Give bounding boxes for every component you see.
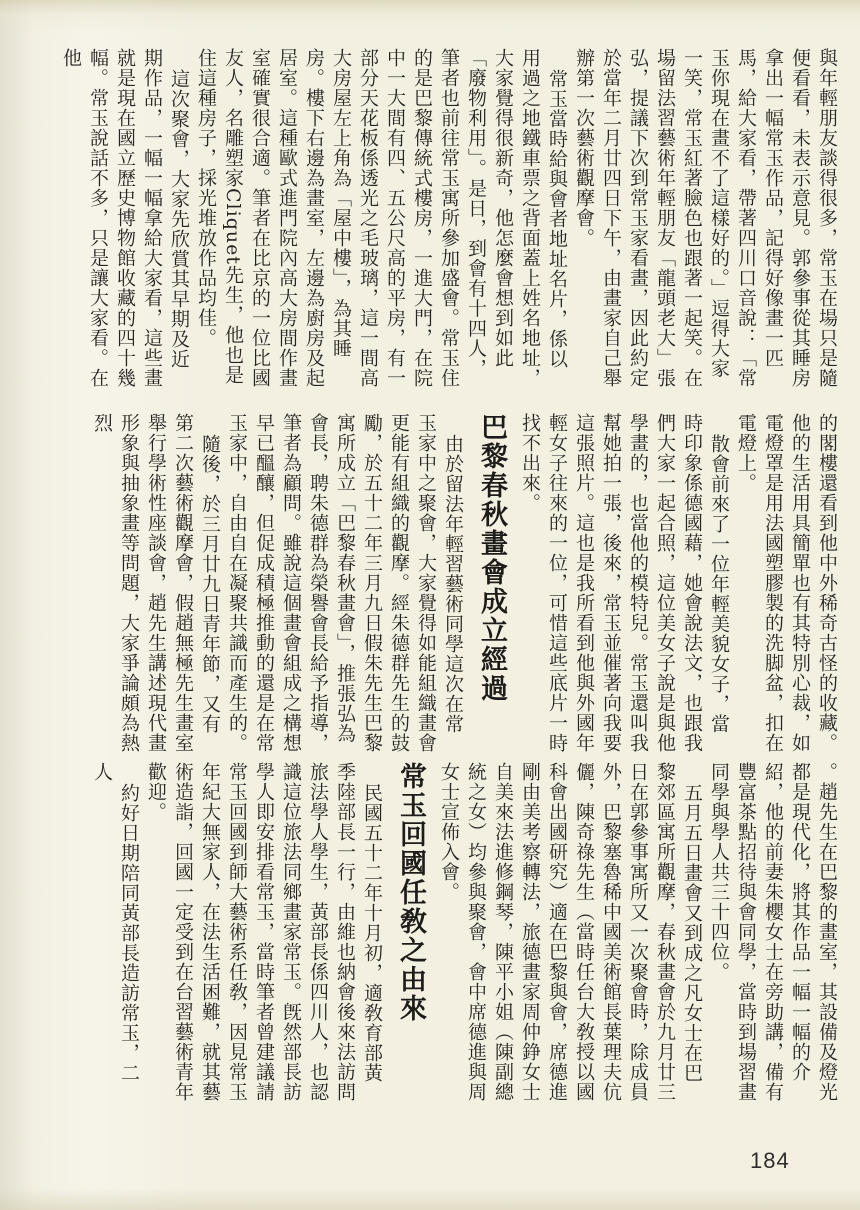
text-band-top [48, 48, 840, 388]
section-heading-paris-chunqiu-art-society: 巴黎春秋畫會成立經過 [476, 413, 507, 703]
paragraph: 五月五日畫會又到成之凡女士在巴黎郊區寓所觀摩，春秋畫會於九月廿三日在郭參事寓所又一次聚會時，除成員外，巴黎塞魯稀中國美術館長葉理夫伉儷，陳奇祿先生（當時任台大敎授以國科會出國研究）適在巴黎與會，席德進剛由美考察轉法，旅德畫家周仲錚女士自美來法進修鋼琴，陳平小姐（陳副總統之女）均參與聚會，會中席德進與周女士宣佈入會。 [438, 762, 703, 1102]
section-heading-sanyu-return-teaching: 常玉回國任敎之由來 [395, 762, 426, 1023]
paragraph: 與年輕朋友談得很多，常玉在場只是隨便看看，未表示意見。郭參事從其睡房拿出一幅常玉作品，記得好像畫一匹馬，給大家看，帶著四川口音說：「常玉你現在畫不了這樣好的。」逗得大家一笑，常玉紅著臉色也跟著一起笑。在場留法習藝術年輕朋友「龍頭老大」張弘，提議下次到常玉家看畫，因此約定於當年二月廿四日下午，由畫家自己舉辦第一次藝術觀摩會。 [573, 48, 838, 388]
paragraph: 的閣樓還看到他中外稀奇古怪的收藏。他的生活用具簡單也有其特別心裁，如電燈罩是用法國塑膠製的洗脚盆，扣在電燈上。 [735, 413, 838, 753]
paragraph: 散會前來了一位年輕美貌女子，當時印象係德國藉，她會說法文，也跟我們大家一起合照，這位美女子說是與他學畫的，也當他的模特兒。常玉還叫我幫她拍一張，後來，常玉並催著向我要這張照片。這也是我所看到他與外國年輕女子往來的一位，可惜這些底片一時找不出來。 [519, 413, 730, 753]
text-band-middle [48, 413, 840, 753]
paragraph: 由於留法年輕習藝術同學這次在常玉家中之聚會，大家覺得如能組織畫會更能有組織的觀摩。經朱德群先生的鼓勵，於五十二年三月九日假朱先生巴黎寓所成立「巴黎春秋畫會」，推張弘為會長，聘朱德群為榮譽會長給予指導，筆者為顧問。雖說這個畫會組成之構想早已醞釀，但促成積極推動的還是在常玉家中，自由自在凝聚共識而產生的。 [226, 413, 464, 753]
paragraph: 。趙先生在巴黎的畫室，其設備及燈光都是現代化，將其作品一幅一幅的介紹，他的前妻朱櫻女士在旁助講，備有豐富茶點招待與會同學，當時到場習畫同學與學人共三十四位。 [708, 762, 838, 1102]
paragraph: 這次聚會，大家先欣賞其早期及近期作品，一幅一幅拿給大家看，這些畫就是現在國立歷史博物館收藏的四十幾幅。常玉說話不多，只是讓大家看。在他 [60, 48, 190, 388]
page-number: 184 [750, 1148, 790, 1173]
paragraph: 常玉當時給與會者地址名片，係以用過之地鐵車票之背面蓋上姓名地址，大家覺得很新奇，他怎麼會想到如此「廢物利用」。是日，到會有十四人，筆者也前往常玉寓所參加盛會。常玉住的是巴黎傳統式樓房，一進大門，在院中一大間有四、五公尺高的平房，有一部分天花板係透光之毛玻璃，這一間高大房屋左上角為「屋中樓」，為其睡房。樓下右邊為畫室，左邊為廚房及起居室。這種歐式進門院內高大房間作畫室確實很合適。筆者在比京的一位比國友人，名雕塑家Cliquet先生，他也是住這種房子，採光堆放作品均佳。 [195, 48, 568, 388]
text-band-bottom [48, 762, 840, 1102]
paragraph: 約好日期陪同黃部長造訪常玉，二人 [91, 762, 140, 1083]
paragraph: 隨後，於三月廿九日青年節，又有第二次藝術觀摩會，假趙無極先生畫室舉行學術性座談會，趙先生講述現代畫形象與抽象畫等問題，大家爭論頗為熱烈 [91, 413, 221, 753]
paragraph: 民國五十二年十月初，適敎育部黃季陸部長一行，由維也納會後來法訪問旅法學人學生，黃部長係四川人，也認識這位旅法同鄉畫家常玉。旣然部長訪學人即安排看常玉，當時筆者曾建議請常玉回國到師大藝術系任敎，因見常玉年紀大無家人，在法生活困難，就其藝術造詣，回國一定受到在台習藝術青年歡迎。 [145, 762, 383, 1102]
